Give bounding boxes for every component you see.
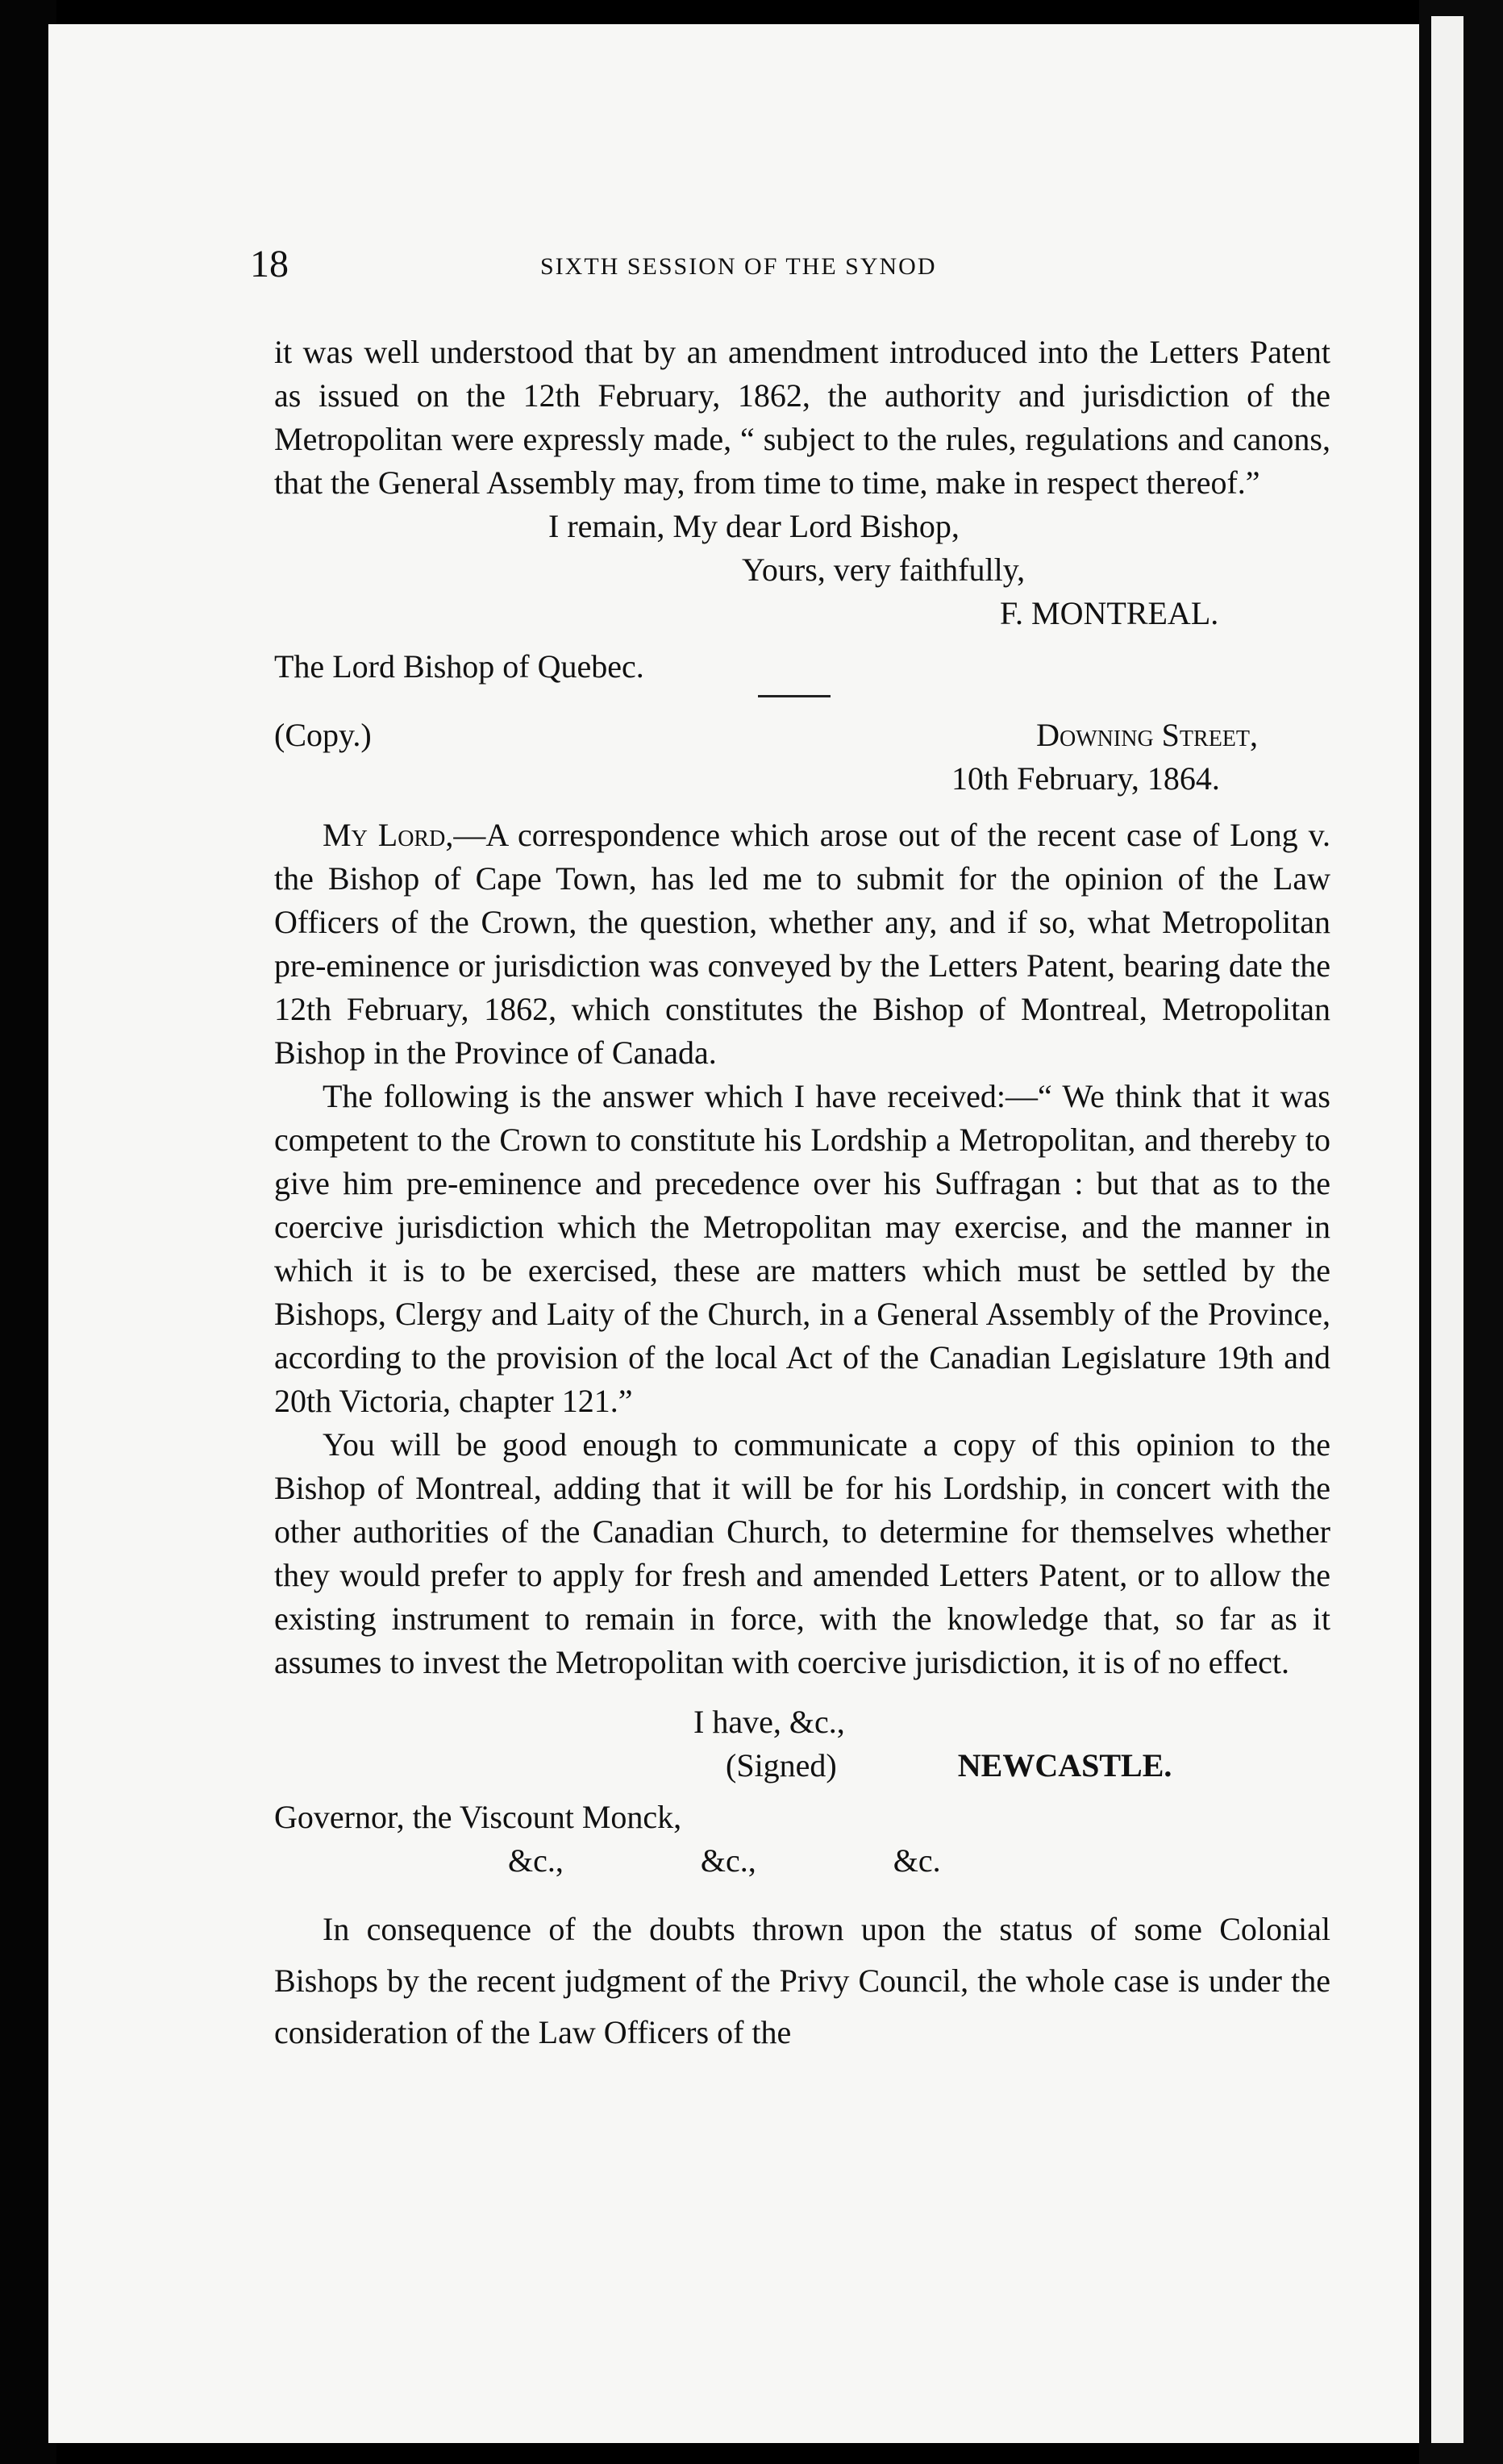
page-header <box>250 226 1330 298</box>
letter2-signature: NEWCASTLE. <box>957 1747 1172 1783</box>
running-head: SIXTH SESSION OF THE SYNOD <box>540 253 937 280</box>
page-number: 18 <box>250 243 289 285</box>
section-divider <box>758 695 831 697</box>
etc-1: &c., <box>508 1842 564 1879</box>
letter1-addressee: The Lord Bishop of Quebec. <box>274 648 644 685</box>
letter1-signature: F. MONTREAL. <box>1000 595 1219 631</box>
letter2-para1 <box>274 814 1330 1075</box>
copy-label: (Copy.) <box>274 717 372 753</box>
letter2-para1-text: —A correspondence which arose out of the recent case of Long v. the Bishop of Cape Town, has led me to submit for the opinion of the Law Officers of the Crown, the question, whether any, and if so, what Metropolitan pre-eminence or jurisdiction was conveyed by the Letters Patent, bearing date the 12th February, 1862, which constitutes the Bishop of Montreal, Metropolitan Bishop in the Province of Canada. <box>274 817 1330 1071</box>
letter2-heading-row <box>274 714 1330 757</box>
letter1-closing-1: I remain, My dear Lord Bishop, <box>548 508 960 544</box>
letter2-date: 10th February, 1864. <box>951 760 1220 797</box>
letter2-place: Downing Street, <box>1036 717 1258 753</box>
salutation: My Lord, <box>323 817 454 853</box>
letter1-closing-2: Yours, very faithfully, <box>742 551 1026 588</box>
letter2-addressee: Governor, the Viscount Monck, <box>274 1799 682 1835</box>
signed-label: (Signed) <box>726 1747 837 1783</box>
final-paragraph: In consequence of the doubts thrown upon the status of some Colonial Bishops by the recent judgment of the Privy Council, the whole case is under the consideration of the Law Officers of the <box>274 1911 1330 2050</box>
letter1-body: it was well understood that by an amendment introduced into the Letters Patent as issued on the 12th February, 1862, the authority and jurisdiction of the Metropolitan were expressly made, “ subject to the rules, regulations and canons, that the General Assembly may, from time to time, make in respect thereof.” <box>274 334 1330 501</box>
signature-row <box>274 1744 1330 1788</box>
adjacent-page-edge <box>1431 16 1463 2443</box>
etc-3: &c. <box>893 1842 941 1879</box>
letter2-para3: You will be good enough to communicate a copy of this opinion to the Bishop of Montreal, adding that it will be for his Lordship, in concert with the other authorities of the Canadian Church, to determine for themselves whether they would prefer to apply for fresh and amended Letters Patent, or to allow the existing instrument to remain in force, with the knowledge that, so far as it assumes to invest the Metropolitan with coercive jurisdiction, it is of no effect. <box>274 1426 1330 1680</box>
letter2-closing: I have, &c., <box>693 1704 845 1740</box>
etc-row <box>274 1839 1330 1883</box>
page-text <box>250 226 1330 2058</box>
letter2-para2: The following is the answer which I have received:—“ We think that it was competent to the Crown to constitute his Lordship a Metropolitan, and thereby to give him pre-eminence and precedence over his Suffragan : but that as to the coercive jurisdiction which the Metropolitan may exercise, and the manner in which it is to be exercised, these are matters which must be settled by the Bishops, Clergy and Laity of the Church, in a General Assembly of the Province, according to the provision of the local Act of the Canadian Legislature 19th and 20th Victoria, chapter 121.” <box>274 1078 1330 1419</box>
etc-2: &c., <box>700 1842 756 1879</box>
